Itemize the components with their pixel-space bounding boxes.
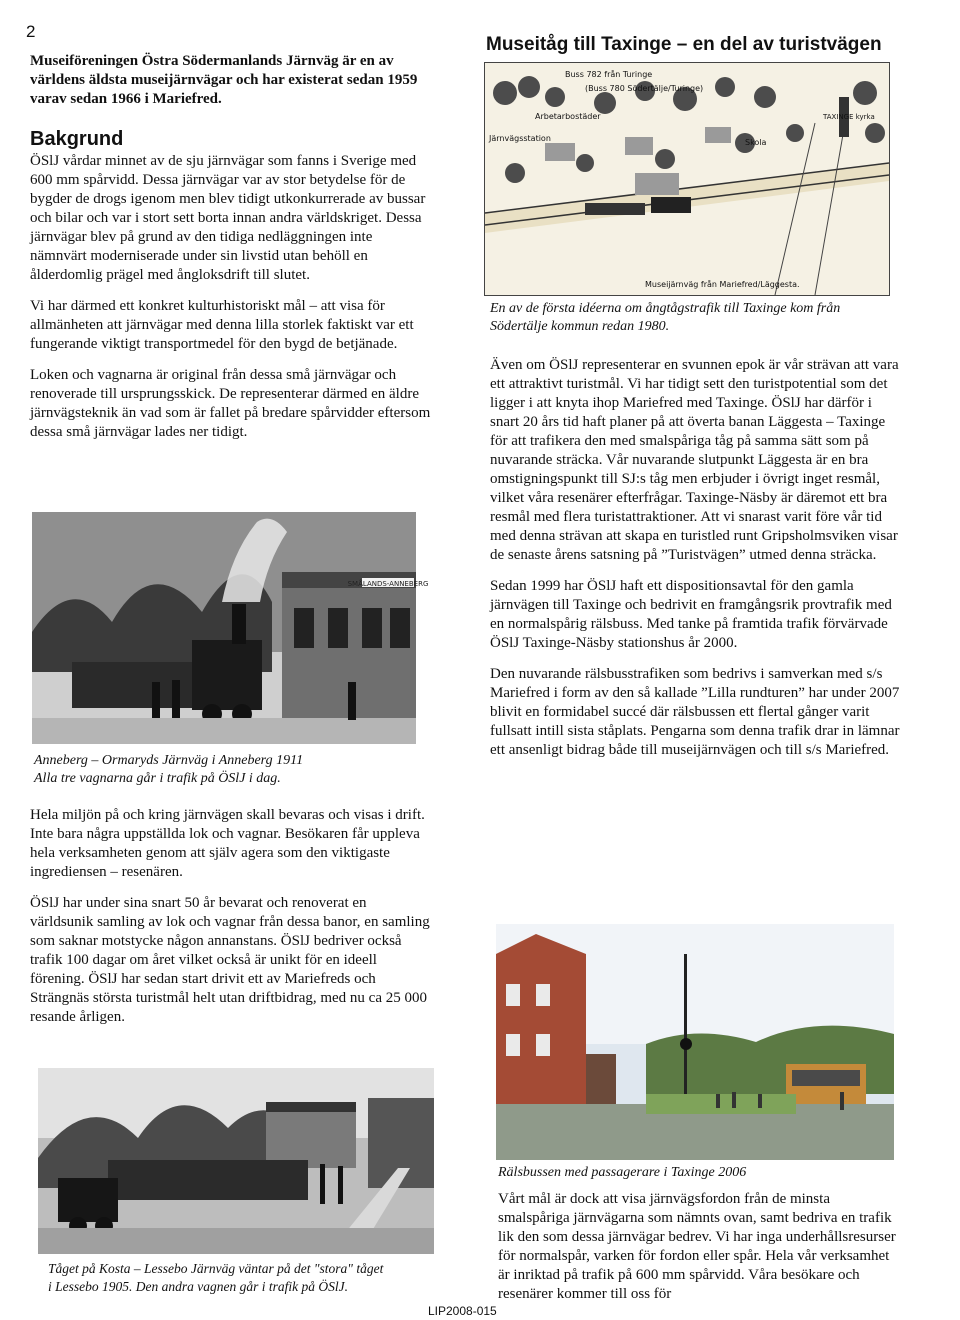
paragraph: Vi har därmed ett konkret kulturhistoriskt mål – att visa för allmänheten att järnvägar med denna lilla storlek faktiskt var ett fungerande viktigt transportmedel för den bygd de betjänade. xyxy=(30,298,414,352)
caption-kosta xyxy=(48,1260,448,1296)
map-label-bus: Buss 782 från Turinge xyxy=(565,70,653,79)
caption-railbus: Rälsbussen med passagerare i Taxinge 2006 xyxy=(498,1165,747,1180)
map-illustration xyxy=(484,62,890,296)
caption-line: Södertälje kommun redan 1980. xyxy=(490,319,670,334)
document-code: LIP2008-015 xyxy=(428,1304,497,1318)
heading-bakgrund: Bakgrund xyxy=(30,128,124,150)
intro-text: Museiföreningen Östra Södermanlands Järnväg är en av världens äldsta museijärnvägar och har existerat sedan 1959 varav sedan 1966 i Mariefred. xyxy=(30,53,418,107)
left-column-text xyxy=(30,152,432,454)
map-label-station: Järnvägsstation xyxy=(489,134,551,143)
left-column-text-2 xyxy=(30,806,432,1039)
map-label-bus2: (Buss 780 Södertälje/Turinge) xyxy=(585,84,704,93)
map-label-church: TAXINGE kyrka xyxy=(823,113,875,121)
caption-line: Alla tre vagnarna går i trafik på ÖSlJ i dag. xyxy=(34,771,281,786)
paragraph: ÖSlJ har under sina snart 50 år bevarat och renoverat en världsunik samling av lok och vagnar från dessa banor, en samling som saknar motstycke någon annanstans. ÖSlJ bedriver också trafik 100 dagar om året vilket också är unikt för en ideell förening. ÖSlJ har sedan start drivit ett av Mariefreds och Strängnäs största turistmål helt utan driftbidrag, med nu ca 25 000 resande årligen. xyxy=(30,895,430,1025)
photo-anneberg-train xyxy=(32,512,429,744)
paragraph: Sedan 1999 har ÖSlJ haft ett dispositionsavtal för den gamla järnvägen till Taxinge och bedrivit en framgångsrik provtrafik med en normalspårig rälsbuss. Med tanke på framtida trafik förvärvade ÖSlJ Taxinge-Näsby stationshus år 2000. xyxy=(490,578,892,651)
map-label-museum: Museijärnväg från Mariefred/Läggesta. xyxy=(645,280,800,289)
right-column-text xyxy=(490,356,900,772)
station-sign: SMÅLANDS-ANNEBERG xyxy=(347,580,429,588)
paragraph: Den nuvarande rälsbusstrafiken som bedrivs i samverkan med s/s Mariefred i form av den så kallade ”Lilla rundturen” har under 2007 blivit en formidabel succé där rälsbussen ett flertal gånger varit fullsatt intill sista ståplats. Pengarna som denna trafik drar in lämnar ett ansenligt bidrag både till museijärnvägen och till s/s Mariefred. xyxy=(490,666,900,758)
caption-line: i Lessebo 1905. Den andra vagnen går i trafik på ÖSlJ. xyxy=(48,1279,348,1294)
caption-anneberg xyxy=(34,752,434,788)
caption-map xyxy=(490,300,900,336)
photo-railbus-taxinge xyxy=(496,924,894,1160)
photo-kosta-train xyxy=(38,1068,434,1254)
caption-line: En av de första idéerna om ångtågstrafik till Taxinge kom från xyxy=(490,301,841,316)
heading-museitag: Museitåg till Taxinge – en del av turistvägen xyxy=(486,34,882,55)
map-label-workers: Arbetarbostäder xyxy=(535,112,601,121)
map-label-school: Skola xyxy=(745,138,767,147)
caption-line: Anneberg – Ormaryds Järnväg i Anneberg 1911 xyxy=(34,753,304,768)
page-number: 2 xyxy=(26,22,36,41)
caption-line: Tåget på Kosta – Lessebo Järnväg väntar på det "stora" tåget xyxy=(48,1261,384,1276)
paragraph: Även om ÖSlJ representerar en svunnen epok är vår strävan att vara ett attraktivt turistmål. Vi har tidigt sett den turistpotential som det ligger i att knyta ihop Mariefred med Taxinge. ÖSlJ har därför i snart 20 års tid haft planer på att överta banan Läggesta – Taxinge för att trafikera den med smalspåriga tåg på samma sätt som på nuvarande sträcka. Vår nuvarande slutpunkt Läggesta är en bra omstigningspunkt till SJ:s tåg men erbjuder i övrigt inget resmål, vilket våra resenärer efterfrågar. Taxinge-Näsby är däremot ett bra resmål med flera turistattraktioner. Att vi snarast varit före vår tid med denna strävan att skapa en turistled runt Gripsholmsviken visar de senaste årens satsning på ”Turistvägen” utmed denna sträcka. xyxy=(490,357,899,563)
paragraph: ÖSlJ vårdar minnet av de sju järnvägar som fanns i Sverige med 600 mm spårvidd. Dessa järnvägar var av stor betydelse för de bygder de drogs igenom men blev tidigt utkonkurrerade av bussar och bilar och var i stort sett borta innan andra världskriget. Dessa järnvägar blev på grund av den tidiga nedläggningen inte nämnvärt moderniserade under sin livstid utan behöll en ålderdomlig prägel med ångloksdrift till slutet. xyxy=(30,153,426,283)
paragraph: Loken och vagnarna är original från dessa små järnvägar och renoverade till ursprungsskick. De representerar därmed en äldre järnvägsteknik än vad som är fallet på bredare spårvidder eftersom dessa små järnvägar lades ner tidigt. xyxy=(30,367,431,440)
paragraph: Hela miljön på och kring järnvägen skall bevaras och visas i drift. Inte bara några uppställda lok och vagnar. Besökaren får uppleva hela verksamheten genom att själv agera som den viktigaste ingrediensen – resenären. xyxy=(30,807,425,880)
paragraph: Vårt mål är dock att visa järnvägsfordon från de minsta smalspåriga järnvägarna som nämnts ovan, samt bedriva en trafik lik den som dessa järnvägar bedrev. Vi har inga underhållsresurser för normalspår, varken för fordon eller spår. Hela vår verksamhet är inriktad på trafik på 600 mm spårvidd. Våra besökare och resenärer kommer till oss för xyxy=(498,1191,896,1302)
right-column-text-2 xyxy=(498,1190,898,1316)
